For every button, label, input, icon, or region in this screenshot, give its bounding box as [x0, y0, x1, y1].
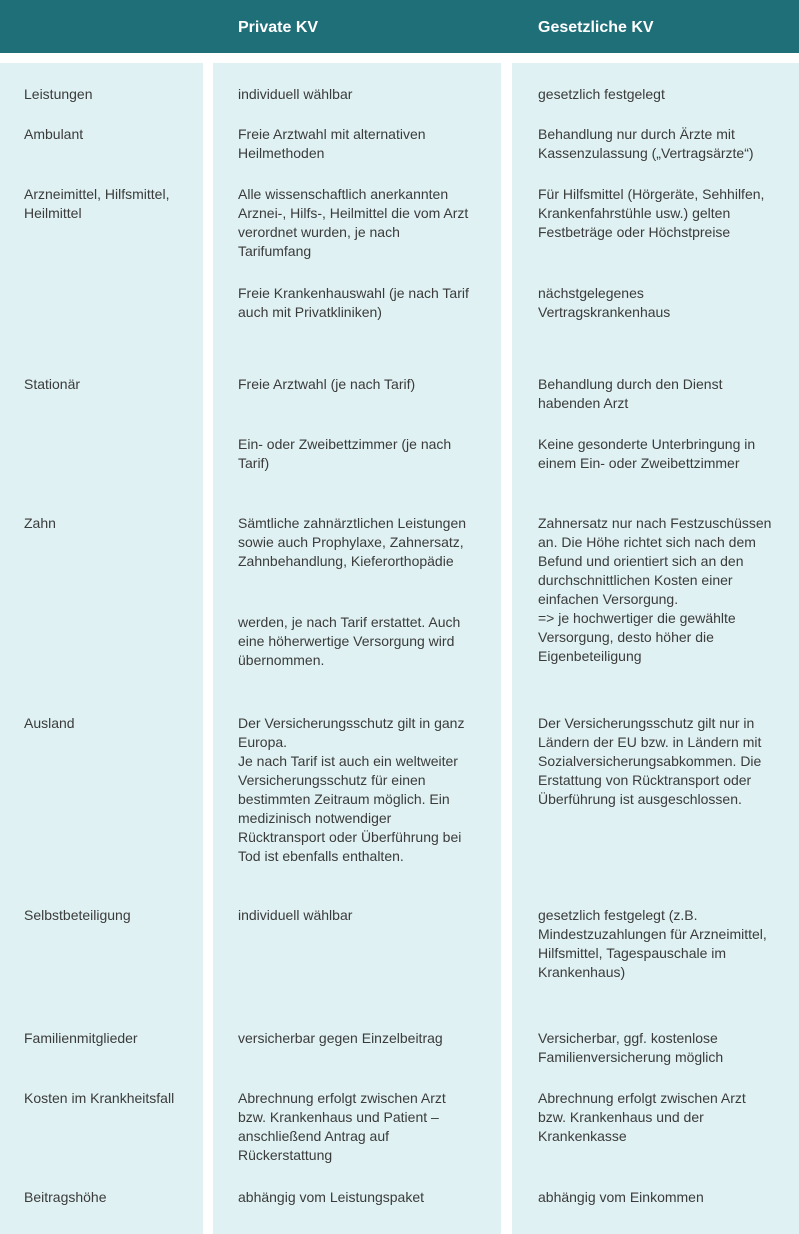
gkv-cell: Für Hilfsmittel (Hörgeräte, Sehhilfen, Krankenfahrstühle usw.) gelten Festbeträge oder Höchstpreise	[538, 186, 765, 240]
private-cell: Alle wissenschaftlich anerkannten Arznei-, Hilfs-, Heilmittel die vom Arzt verordnet wurden, je nach Tarifumfang	[238, 186, 469, 259]
gkv-cell: Keine gesonderte Unterbringung in einem Ein- oder Zweibettzimmer	[538, 436, 756, 471]
private-cell: Der Versicherungsschutz gilt in ganz Europa. Je nach Tarif ist auch ein weltweiter Versicherungsschutz für einen bestimmten Zeitraum möglich. Ein medizinisch notwendiger Rücktransport oder Überführung bei Tod ist ebenfalls enthalten.	[238, 715, 465, 864]
private-cell: Abrechnung erfolgt zwischen Arzt bzw. Krankenhaus und Patient – anschließend Antrag auf Rückerstattung	[238, 1090, 446, 1163]
row-label: Selbstbeteiligung	[24, 907, 131, 923]
gkv-cell: Behandlung durch den Dienst habenden Arzt	[538, 376, 723, 411]
gkv-cell: gesetzlich festgelegt	[538, 86, 665, 102]
private-cell: Freie Arztwahl mit alternativen Heilmethoden	[238, 126, 426, 161]
private-cell: Sämtliche zahnärztlichen Leistungen sowie auch Prophylaxe, Zahnersatz, Zahnbehandlung, Kieferorthopädie	[238, 515, 467, 569]
gkv-cell: Der Versicherungsschutz gilt nur in Ländern der EU bzw. in Ländern mit Sozialversicherungsabkommen. Die Erstattung von Rücktransport oder Überführung ist ausgeschlossen.	[538, 715, 762, 807]
private-cell: individuell wählbar	[238, 907, 353, 923]
private-cell: versicherbar gegen Einzelbeitrag	[238, 1030, 443, 1046]
gkv-cell: Versicherbar, ggf. kostenlose Familienversicherung möglich	[538, 1030, 724, 1065]
private-cell: werden, je nach Tarif erstattet. Auch eine höherwertige Versorgung wird übernommen.	[238, 614, 461, 668]
column-header-private: Private KV	[238, 19, 319, 36]
gkv-cell: Abrechnung erfolgt zwischen Arzt bzw. Krankenhaus und der Krankenkasse	[538, 1090, 746, 1144]
row-label: Stationär	[24, 376, 81, 392]
gkv-cell: gesetzlich festgelegt (z.B. Mindestzuzahlungen für Arzneimittel, Hilfsmittel, Tagespauschale im Krankenhaus)	[538, 907, 767, 980]
row-label: Leistungen	[24, 86, 93, 102]
table-header	[0, 0, 799, 53]
row-label: Beitragshöhe	[24, 1189, 107, 1205]
private-cell: Ein- oder Zweibettzimmer (je nach Tarif)	[238, 436, 452, 471]
private-cell: Freie Arztwahl (je nach Tarif)	[238, 376, 416, 392]
gkv-cell: abhängig vom Einkommen	[538, 1189, 704, 1205]
row-label: Arzneimittel, Hilfsmittel, Heilmittel	[24, 186, 170, 221]
row-label: Zahn	[24, 515, 56, 531]
row-label: Familienmitglieder	[24, 1030, 138, 1046]
gkv-cell: Zahnersatz nur nach Festzuschüssen an. Die Höhe richtet sich nach dem Befund und orientiert sich an den durchschnittlichen Kosten einer einfachen Versorgung. => je hochwertiger die gewählte Versorgung, desto höher die Eigenbeteiligung	[538, 515, 772, 664]
row-label: Ausland	[24, 715, 75, 731]
private-cell: Freie Krankenhauswahl (je nach Tarif auch mit Privatkliniken)	[238, 285, 469, 320]
private-cell: individuell wählbar	[238, 86, 353, 102]
row-label: Kosten im Krankheitsfall	[24, 1090, 175, 1106]
gkv-cell: Behandlung nur durch Ärzte mit Kassenzulassung („Vertragsärzte“)	[538, 126, 754, 161]
row-label: Ambulant	[24, 126, 84, 142]
label-column	[0, 63, 203, 1234]
column-header-gkv: Gesetzliche KV	[538, 19, 654, 36]
private-cell: abhängig vom Leistungspaket	[238, 1189, 425, 1205]
gkv-cell: nächstgelegenes Vertragskrankenhaus	[538, 285, 671, 320]
